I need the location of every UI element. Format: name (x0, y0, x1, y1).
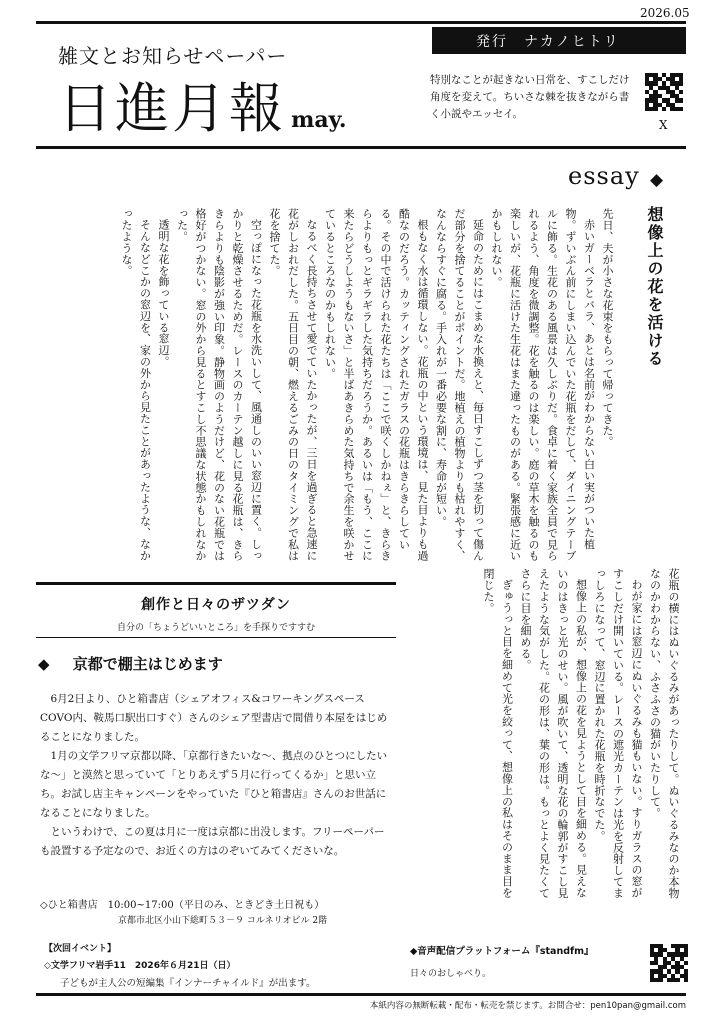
footer-notice: 本紙内容の無断転載・配布・転売を禁じます。お問合せ：pen10pan@gmail.com (369, 1001, 686, 1011)
essay-upper-body (64, 208, 616, 564)
header-rule (36, 146, 686, 149)
shop-address: 京都市北区小山下総町５３－９ コルネリオビル 2階 (118, 916, 328, 926)
essay-lower-body (420, 568, 682, 904)
essay-paragraph: 延命のためにはこまめな水換えと、毎日すこしずつ茎を切って傷んだ部分を捨てることがポイントだ。地植えの植物よりも枯れやすく、なんならすぐに腐る。手入れが一番必要な割に、寿命が短い。 (434, 208, 485, 562)
footer-rule (36, 993, 686, 996)
qr-code-x[interactable] (645, 73, 683, 111)
essay-paragraph: 想像上の私が、想像上の花を見ようとして目を細める。見えないのはきっと光のせい。風が吹いて、透明な花の輪郭がすこし見えたような気がした。花の形は、葉の形は。もっとよく見たくてさらに目を細める。 (519, 568, 588, 899)
column-rule-bottom (36, 637, 396, 638)
masthead-title (58, 66, 347, 143)
essay-paragraph: 根もなく水は循環しない。花瓶の中という環境は、見た目よりも過酷なのだろう。カッティングされたガラスの花瓶はきらきらしている。その中で活けられた花たちは「ここで咲くしかねぇ」と、きらきらよりもっとギラギラした気持ちだろうか。あるいは「もう、ここに来たらどうしようもないさ」と半ばあきらめた気持ちで余生を咲かせているところなのかもしれない。 (323, 208, 429, 562)
news-heading-text: 京都で棚主はじめます (72, 655, 223, 673)
news-diamond: ◆ (38, 655, 50, 673)
event-label: 【次回イベント】 (44, 944, 117, 954)
intro-text: 特別なことが起きない日常を、すこしだけ角度を変えて。ちいさな棘を抜きながら書く小説やエッセイ。 (430, 74, 630, 120)
essay-section-label: essay (568, 162, 640, 190)
essay-paragraph: なるべく長持ちさせて愛でていたかったが、三日を過ぎると急速に花がしおれだした。五日目の朝、燃えるごみの日のタイミングで私は花を捨てた。 (268, 208, 318, 562)
essay-paragraph: 赤いガーベラとバラ、あとは名前がわからない白い実がついた植物。ずいぶん前にしまい込んでいた花瓶をだして、ダイニングテーブルに飾る。生花のある風景は久しぶりだ。食卓に着く家族全員で見られるよう、角度を微調整。花を触るのは楽しい。庭の草木を触るのも楽しいが、花瓶に活けた生花はまた違ったものがある。緊張感に近いかもしれない。 (490, 208, 596, 562)
audio-label: ◆音声配信プラットフォーム『standfm』 (410, 946, 594, 957)
news-paragraph: というわけで、この夏は月に一度は京都に出没します。フリーペーパーも設置する予定なので、お近くの方はのぞいてみてくださいな。 (40, 826, 385, 857)
masthead-subtitle: 雑文とお知らせペーパー (58, 44, 288, 68)
column-subtitle: 自分の「ちょうどいいところ」を手探りですすむ (116, 623, 316, 633)
event-line: ◇文学フリマ岩手11 2026年６月21日（日） (44, 961, 236, 971)
audio-title: 日々のおしゃべり。 (410, 969, 492, 979)
issue-date: 2026.05 (640, 6, 690, 20)
essay-paragraph: 花瓶の横にはぬいぐるみがあったりして。ぬいぐるみなのか本物なのかわからない、ふさふさの猫がいたりして。 (648, 568, 680, 899)
masthead-title-suffix: may. (291, 107, 347, 133)
qr-caption: X (659, 118, 668, 132)
top-rule (36, 21, 686, 24)
column-rule-top (36, 582, 396, 585)
essay-paragraph: 透明な花を飾っている窓辺。 (157, 219, 170, 368)
news-paragraph: 6月2日より、ひと箱書店（シェアオフィス&コワーキングスペースCOVO内、鞍馬口駅出口すぐ）さんのシェア型書店で間借り本屋をはじめることになりました。 (40, 693, 388, 743)
event-desc: 子どもが主人公の短編集『インナーチャイルド』が出ます。 (60, 978, 316, 989)
essay-paragraph: ぎゅうっと目を細めて光を絞って、想像上の私はそのまま目を閉じた。 (482, 568, 514, 899)
qr-code-standfm[interactable] (650, 944, 688, 982)
essay-paragraph: わが家には窓辺にぬいぐるみも猫もいない。すりガラスの窓がすこしだけ開いている。レースの遮光カーテンは光を反射してまっしろになって、窓辺に置かれた花瓶を時折なでた。 (593, 568, 643, 899)
news-paragraph: 1月の文学フリマ京都以降、「京都行きたいな〜、拠点のひとつにしたいな〜」と漠然と思っていて「とりあえず５月に行ってくるか」と思い立ち。お試し店主キャンペーンをやっていた『ひと箱書店』さんのお世話になることになりました。 (40, 750, 388, 819)
shop-hours: ◇ひと箱書店 10:00~17:00（平日のみ、ときどき土日祝も） (40, 900, 325, 911)
news-heading (38, 653, 223, 674)
essay-diamond: ◆ (650, 170, 664, 190)
essay-paragraph: 空っぽになった花瓶を水洗いして、風通しのいい窓辺に置く。しっかりと乾燥させるためだ。レースのカーテン越しに見る花瓶は、きらきらよりも陰影が強い印象。静物画のようだけど、花のない花瓶では格好がつかない。窓の外から見るとすこし不思議な状態かもしれなかった。 (175, 208, 263, 562)
masthead-title-main: 日進月報 (58, 77, 286, 140)
news-body (40, 690, 392, 861)
essay-paragraph: 先日、夫が小さな花束をもらって帰ってきた。 (601, 208, 614, 448)
column-title: 創作と日々のザツダン (141, 597, 291, 613)
essay-title: 想像上の花を活ける (645, 206, 664, 368)
essay-paragraph: そんなどこかの窓辺を、家の外から見たことがあったような、なかったような。 (120, 208, 152, 561)
publisher-label: 発行 ナカノヒトリ (476, 34, 620, 50)
